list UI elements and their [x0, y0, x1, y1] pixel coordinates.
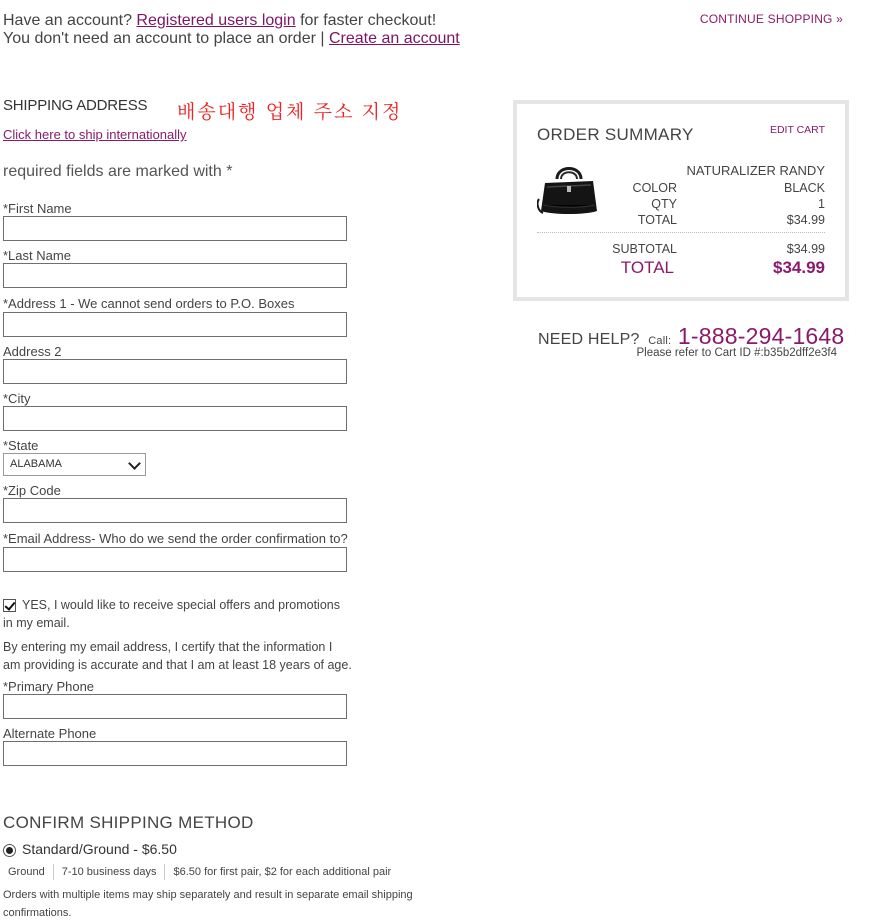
primary-phone-label: *Primary Phone [3, 679, 95, 694]
account-prompt-text: Have an account? [3, 12, 137, 29]
state-selected-value: ALABAMA [10, 458, 62, 470]
shipping-method-heading: CONFIRM SHIPPING METHOD [3, 813, 254, 832]
create-account-link[interactable]: Create an account [328, 30, 460, 47]
cart-id-text: Please refer to Cart ID #:b35b2dff2e3f4 [636, 347, 837, 359]
first-name-label: *First Name [3, 201, 72, 216]
korean-annotation: 배송대행 업체 주소 지정 [177, 102, 403, 123]
address1-label: *Address 1 - We cannot send orders to P.O. Boxes [3, 296, 295, 311]
color-label: COLOR [632, 181, 677, 195]
chevron-down-icon [128, 457, 141, 470]
handbag-product-image [537, 159, 601, 223]
order-total-label: TOTAL [620, 258, 674, 277]
account-prompt [3, 12, 463, 48]
product-name: NATURALIZER RANDY [686, 163, 825, 178]
summary-divider [537, 232, 825, 233]
qty-value: 1 [818, 197, 825, 211]
city-input[interactable] [3, 406, 347, 431]
method-pricing: $6.50 for first pair, $2 for each additional pair [173, 866, 392, 878]
address2-input[interactable] [3, 359, 347, 384]
email-label: *Email Address- Who do we send the order confirmation to? [3, 531, 348, 546]
edit-cart-link[interactable]: EDIT CART [769, 124, 825, 136]
order-summary-title: ORDER SUMMARY [537, 125, 694, 144]
ship-internationally-link[interactable]: Click here to ship internationally [3, 127, 187, 142]
standard-ground-label: Standard/Ground - $6.50 [22, 841, 177, 857]
no-account-text: You don't need an account to place an order | [3, 30, 329, 47]
primary-phone-input[interactable] [3, 694, 347, 719]
last-name-input[interactable] [3, 263, 347, 288]
qty-label: QTY [651, 197, 677, 211]
order-total-value: $34.99 [773, 258, 825, 277]
call-label: Call: [648, 335, 672, 347]
first-name-input[interactable] [3, 216, 347, 241]
city-label: *City [3, 391, 31, 406]
zip-input[interactable] [3, 498, 347, 523]
method-transit-time: 7-10 business days [54, 864, 166, 880]
address2-label: Address 2 [3, 344, 62, 359]
color-value: BLACK [784, 181, 825, 195]
item-total-label: TOTAL [637, 213, 677, 227]
need-help-label: NEED HELP? [538, 331, 640, 348]
registered-login-link[interactable]: Registered users login [136, 12, 296, 29]
certify-text: By entering my email address, I certify that the information I am providing is accurate and that I am at least 18 years of age. [3, 640, 352, 672]
radio-selected-dot [6, 847, 13, 854]
state-select[interactable] [3, 453, 146, 476]
email-input[interactable] [3, 547, 347, 572]
state-label: *State [3, 438, 39, 453]
standard-ground-radio[interactable] [3, 844, 16, 857]
zip-label: *Zip Code [3, 483, 61, 498]
subtotal-label: SUBTOTAL [612, 242, 677, 256]
subtotal-value: $34.99 [786, 242, 825, 256]
shipping-method-note: Orders with multiple items may ship separately and result in separate email shipping confirmations. [3, 889, 413, 919]
address1-input[interactable] [3, 312, 347, 337]
method-carrier: Ground [3, 864, 54, 880]
faster-checkout-text: for faster checkout! [295, 12, 437, 29]
offers-checkbox-label: YES, I would like to receive special offers and promotions in my email. [3, 598, 340, 630]
need-help-block [538, 323, 844, 350]
required-fields-note: required fields are marked with * [3, 163, 233, 180]
help-phone-number[interactable]: 1-888-294-1648 [677, 323, 845, 349]
item-total-value: $34.99 [786, 213, 825, 227]
last-name-label: *Last Name [3, 248, 71, 263]
shipping-address-heading: SHIPPING ADDRESS [3, 97, 148, 114]
alternate-phone-input[interactable] [3, 741, 347, 766]
continue-shopping-link[interactable]: CONTINUE SHOPPING » [699, 12, 843, 26]
order-summary-panel [513, 100, 849, 301]
alternate-phone-label: Alternate Phone [3, 726, 97, 741]
shipping-method-details [3, 864, 399, 880]
